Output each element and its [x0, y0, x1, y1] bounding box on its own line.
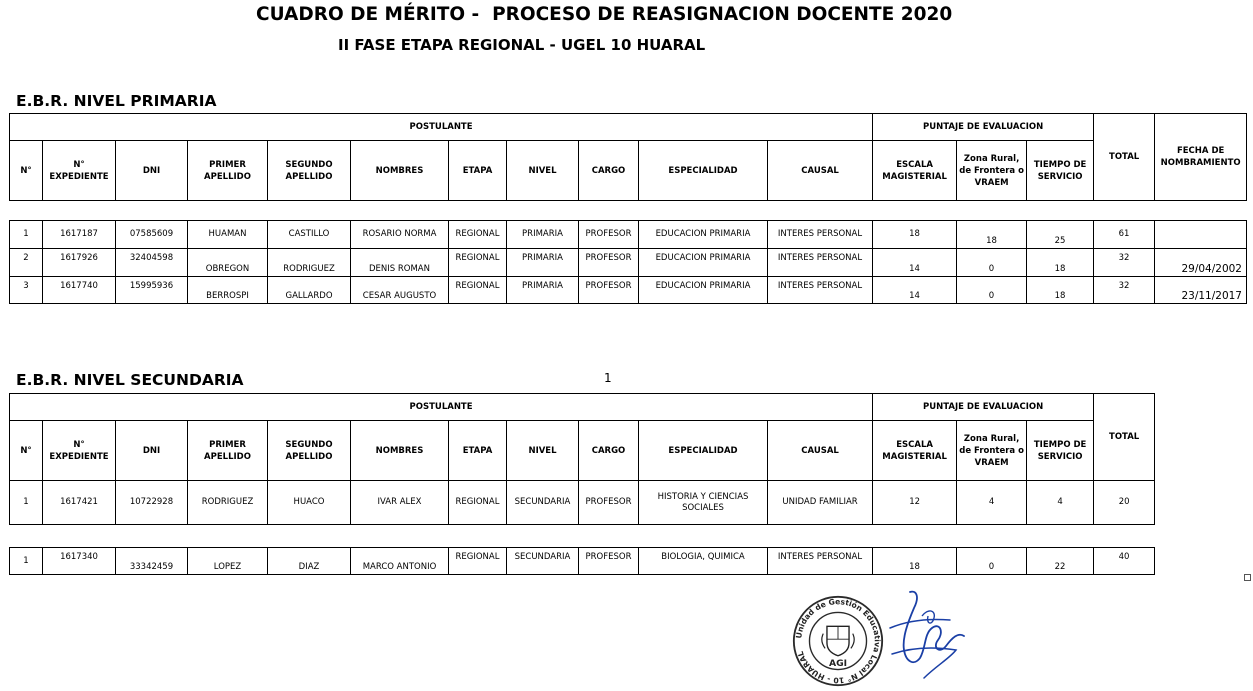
col-header: Zona Rural, de Frontera o VRAEM	[957, 141, 1027, 201]
cell: 18	[1027, 277, 1094, 304]
cell: UNIDAD FAMILIAR	[768, 481, 873, 525]
cell: 23/11/2017	[1155, 277, 1247, 304]
col-header: TIEMPO DE SERVICIO	[1027, 421, 1094, 481]
cell: HISTORIA Y CIENCIAS SOCIALES	[639, 481, 768, 525]
table-row	[10, 481, 1155, 525]
cell: PRIMARIA	[507, 277, 579, 304]
document-subtitle: II FASE ETAPA REGIONAL - UGEL 10 HUARAL	[338, 36, 706, 54]
cell: 32404598	[116, 249, 188, 277]
cell: EDUCACION PRIMARIA	[639, 277, 768, 304]
cell: CASTILLO	[268, 221, 351, 249]
table-row	[10, 548, 1155, 575]
col-header: CAUSAL	[768, 421, 873, 481]
cell: PRIMARIA	[507, 221, 579, 249]
group-postulante: POSTULANTE	[10, 394, 873, 421]
cell: 14	[873, 249, 957, 277]
fecha-nombramiento-header: FECHA DE NOMBRAMIENTO	[1155, 114, 1247, 201]
cell: 1	[10, 548, 43, 575]
seal-icon	[792, 595, 884, 687]
cell: LOPEZ	[188, 548, 268, 575]
cell: 1	[10, 481, 43, 525]
col-header: TIEMPO DE SERVICIO	[1027, 141, 1094, 201]
cell: REGIONAL	[449, 277, 507, 304]
cell	[1155, 221, 1247, 249]
cell: 1	[10, 221, 43, 249]
col-header: ETAPA	[449, 141, 507, 201]
col-header: NOMBRES	[351, 141, 449, 201]
cell: 1617926	[43, 249, 116, 277]
cell: 29/04/2002	[1155, 249, 1247, 277]
cell: 20	[1094, 481, 1155, 525]
group-puntaje: PUNTAJE DE EVALUACION	[873, 394, 1094, 421]
total-header: TOTAL	[1094, 114, 1155, 201]
table-primaria-header	[9, 113, 1247, 201]
cell: 1617740	[43, 277, 116, 304]
cell: 1617421	[43, 481, 116, 525]
document-title: CUADRO DE MÉRITO - PROCESO DE REASIGNACION DOCENTE 2020	[256, 4, 953, 25]
col-header: PRIMER APELLIDO	[188, 141, 268, 201]
cell: 15995936	[116, 277, 188, 304]
cell: SECUNDARIA	[507, 548, 579, 575]
group-postulante: POSTULANTE	[10, 114, 873, 141]
col-header: CAUSAL	[768, 141, 873, 201]
cell: 32	[1094, 249, 1155, 277]
table-row	[10, 221, 1247, 249]
cell: IVAR ALEX	[351, 481, 449, 525]
cell: OBREGON	[188, 249, 268, 277]
cell: ROSARIO NORMA	[351, 221, 449, 249]
cell: INTERES PERSONAL	[768, 249, 873, 277]
cell: EDUCACION PRIMARIA	[639, 249, 768, 277]
cell: INTERES PERSONAL	[768, 548, 873, 575]
cell: 4	[1027, 481, 1094, 525]
cell: HUAMAN	[188, 221, 268, 249]
col-header: ESPECIALIDAD	[639, 141, 768, 201]
cell: BERROSPI	[188, 277, 268, 304]
cell: PRIMARIA	[507, 249, 579, 277]
table-secundaria-extra	[9, 547, 1155, 575]
section-title-primaria: E.B.R. NIVEL PRIMARIA	[16, 92, 217, 110]
cell: 32	[1094, 277, 1155, 304]
cell: 14	[873, 277, 957, 304]
col-header: NOMBRES	[351, 421, 449, 481]
signature-icon	[880, 588, 970, 684]
cell: 61	[1094, 221, 1155, 249]
col-header: DNI	[116, 421, 188, 481]
svg-text:Unidad de Gestión Educativa Lo	[794, 597, 882, 685]
col-header: SEGUNDO APELLIDO	[268, 421, 351, 481]
cell: PROFESOR	[579, 548, 639, 575]
cell: RODRIGUEZ	[268, 249, 351, 277]
cell: REGIONAL	[449, 249, 507, 277]
cell: REGIONAL	[449, 548, 507, 575]
col-header: CARGO	[579, 141, 639, 201]
cell: 0	[957, 249, 1027, 277]
cell: SECUNDARIA	[507, 481, 579, 525]
cell: REGIONAL	[449, 221, 507, 249]
col-header: NIVEL	[507, 421, 579, 481]
cell: 10722928	[116, 481, 188, 525]
col-header: Zona Rural, de Frontera o VRAEM	[957, 421, 1027, 481]
table-secundaria	[9, 393, 1155, 525]
cell: 07585609	[116, 221, 188, 249]
cell: PROFESOR	[579, 249, 639, 277]
table-row	[10, 277, 1247, 304]
cell: 3	[10, 277, 43, 304]
cell: 2	[10, 249, 43, 277]
cell: 25	[1027, 221, 1094, 249]
cell: PROFESOR	[579, 481, 639, 525]
cell: 1617340	[43, 548, 116, 575]
col-header: ESCALA MAGISTERIAL	[873, 141, 957, 201]
col-header: ESCALA MAGISTERIAL	[873, 421, 957, 481]
cell: 22	[1027, 548, 1094, 575]
cell: EDUCACION PRIMARIA	[639, 221, 768, 249]
group-puntaje: PUNTAJE DE EVALUACION	[873, 114, 1094, 141]
col-header: ESPECIALIDAD	[639, 421, 768, 481]
cell: 0	[957, 548, 1027, 575]
cell: REGIONAL	[449, 481, 507, 525]
seal-center-text: AGI	[828, 657, 848, 669]
col-header: N°	[10, 421, 43, 481]
cell: 1617187	[43, 221, 116, 249]
cell: CESAR AUGUSTO	[351, 277, 449, 304]
marker-square	[1244, 574, 1251, 581]
cell: HUACO	[268, 481, 351, 525]
cell: 12	[873, 481, 957, 525]
col-header: N° EXPEDIENTE	[43, 421, 116, 481]
col-header: SEGUNDO APELLIDO	[268, 141, 351, 201]
cell: 18	[1027, 249, 1094, 277]
col-header: ETAPA	[449, 421, 507, 481]
cell: BIOLOGIA, QUIMICA	[639, 548, 768, 575]
col-header: NIVEL	[507, 141, 579, 201]
cell: DIAZ	[268, 548, 351, 575]
total-header: TOTAL	[1094, 394, 1155, 481]
cell: 40	[1094, 548, 1155, 575]
cell: 18	[873, 548, 957, 575]
cell: INTERES PERSONAL	[768, 277, 873, 304]
section-title-secundaria: E.B.R. NIVEL SECUNDARIA	[16, 371, 244, 389]
cell: 4	[957, 481, 1027, 525]
cell: 18	[873, 221, 957, 249]
cell: DENIS ROMAN	[351, 249, 449, 277]
col-header: CARGO	[579, 421, 639, 481]
cell: GALLARDO	[268, 277, 351, 304]
cell: 0	[957, 277, 1027, 304]
cell: PROFESOR	[579, 277, 639, 304]
cell: INTERES PERSONAL	[768, 221, 873, 249]
col-header: DNI	[116, 141, 188, 201]
page-number: 1	[604, 371, 612, 385]
col-header: N°	[10, 141, 43, 201]
cell: RODRIGUEZ	[188, 481, 268, 525]
cell: 33342459	[116, 548, 188, 575]
col-header: PRIMER APELLIDO	[188, 421, 268, 481]
table-primaria-body	[9, 220, 1247, 304]
seal-text: Unidad de Gestión Educativa Local N° 10 - HUARAL	[794, 597, 882, 685]
col-header: N° EXPEDIENTE	[43, 141, 116, 201]
cell: PROFESOR	[579, 221, 639, 249]
table-row	[10, 249, 1247, 277]
cell: MARCO ANTONIO	[351, 548, 449, 575]
cell: 18	[957, 221, 1027, 249]
